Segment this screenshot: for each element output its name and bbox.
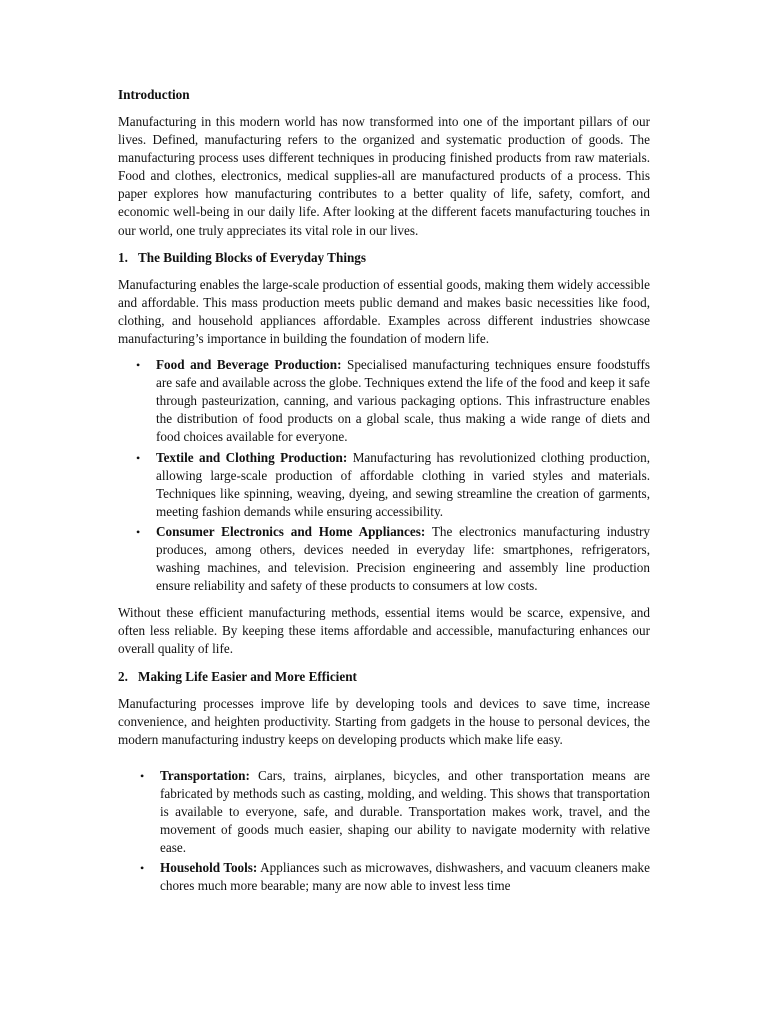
section-2-title: Making Life Easier and More Efficient — [138, 668, 357, 684]
introduction-heading: Introduction — [118, 87, 190, 102]
list-item-text: Manufacturing has revolutionized clothing production, allowing large-scale production of affordable clothing in varied styles and materials. Techniques like spinning, weaving, dyeing, and sewing streamline the creation of garments, meeting fashion demands while ensuring accessibility. — [156, 449, 650, 519]
bullet-icon: • — [136, 358, 141, 373]
section-1-title: The Building Blocks of Everyday Things — [138, 249, 367, 265]
section-1-closing-paragraph: Without these efficient manufacturing methods, essential items would be scarce, expensive, and often less reliable. By keeping these items affordable and accessible, manufacturing enhances our overall quality of life. — [118, 605, 650, 657]
list-item-transportation — [140, 767, 651, 857]
list-item-text: Appliances such as microwaves, dishwashers, and vacuum cleaners make chores much more bearable; many are now able to invest less time — [160, 860, 650, 894]
bullet-icon: • — [136, 450, 141, 465]
list-item-text: Cars, trains, airplanes, bicycles, and other transportation means are fabricated by methods such as casting, molding, and welding. This shows that transportation is available to everyone, safe, and durable. Transportation makes work, travel, and the movement of goods much easier, shaping our ability to navigate modernity with relative ease. — [160, 767, 651, 856]
section-2-number: 2. — [118, 668, 128, 684]
list-item-label: Textile and Clothing Production: — [156, 449, 348, 465]
section-2-paragraph: Manufacturing processes improve life by developing tools and devices to save time, increase convenience, and heighten productivity. Starting from gadgets in the house to personal devices, the modern manufacturing industry keeps on developing products which make life easy. — [118, 695, 650, 747]
bullet-icon: • — [140, 861, 145, 876]
list-item-food-beverage — [136, 356, 650, 446]
section-1-heading — [118, 249, 650, 267]
list-item-textile-clothing — [136, 449, 650, 521]
list-item-consumer-electronics — [136, 523, 650, 595]
section-1-paragraph: Manufacturing enables the large-scale production of essential goods, making them widely accessible and affordable. This mass production meets public demand and makes basic necessities like food, clothing, and household appliances affordable. Examples across different industries showcase manufacturing’s importance in building the foundation of modern life. — [118, 276, 650, 346]
list-item-text: Specialised manufacturing techniques ensure foodstuffs are safe and available across the globe. Techniques extend the life of the food and keep it safe through pasteurization, canning, and various packaging options. This infrastructure enables the distribution of food products on a global scale, thus making a wide range of diets and food choices available for everyone. — [156, 357, 650, 445]
list-item-label: Household Tools: — [160, 860, 258, 876]
bullet-icon: • — [136, 524, 141, 539]
list-item-label: Consumer Electronics and Home Appliances: — [156, 523, 426, 539]
section-1-bullet-list — [118, 356, 650, 595]
section-2-heading — [118, 668, 650, 686]
list-item-text: The electronics manufacturing industry produces, among others, devices needed in everyday life: smartphones, refrigerators, washing machines, and television. Precision engineering and assembly line production ensure reliability and safety of these products to consumers at low costs. — [156, 523, 650, 594]
list-item-household-tools — [140, 859, 650, 895]
section-1-number: 1. — [118, 249, 128, 265]
introduction-paragraph: Manufacturing in this modern world has now transformed into one of the important pillars of our lives. Defined, manufacturing refers to the organized and systematic production of goods. The manufacturing process uses different techniques in producing finished products from raw materials. Food and clothes, electronics, medical supplies-all are manufactured products of a process. This paper explores how manufacturing contributes to a better quality of life, safety, comfort, and economic well-being in our daily life. After looking at the different facets manufacturing touches in our world, one truly appreciates its vital role in our lives. — [118, 114, 650, 238]
list-item-label: Food and Beverage Production: — [156, 357, 342, 373]
bullet-icon: • — [140, 768, 145, 783]
document-page — [118, 86, 650, 895]
section-2-bullet-list — [118, 767, 650, 896]
list-item-label: Transportation: — [160, 767, 250, 783]
